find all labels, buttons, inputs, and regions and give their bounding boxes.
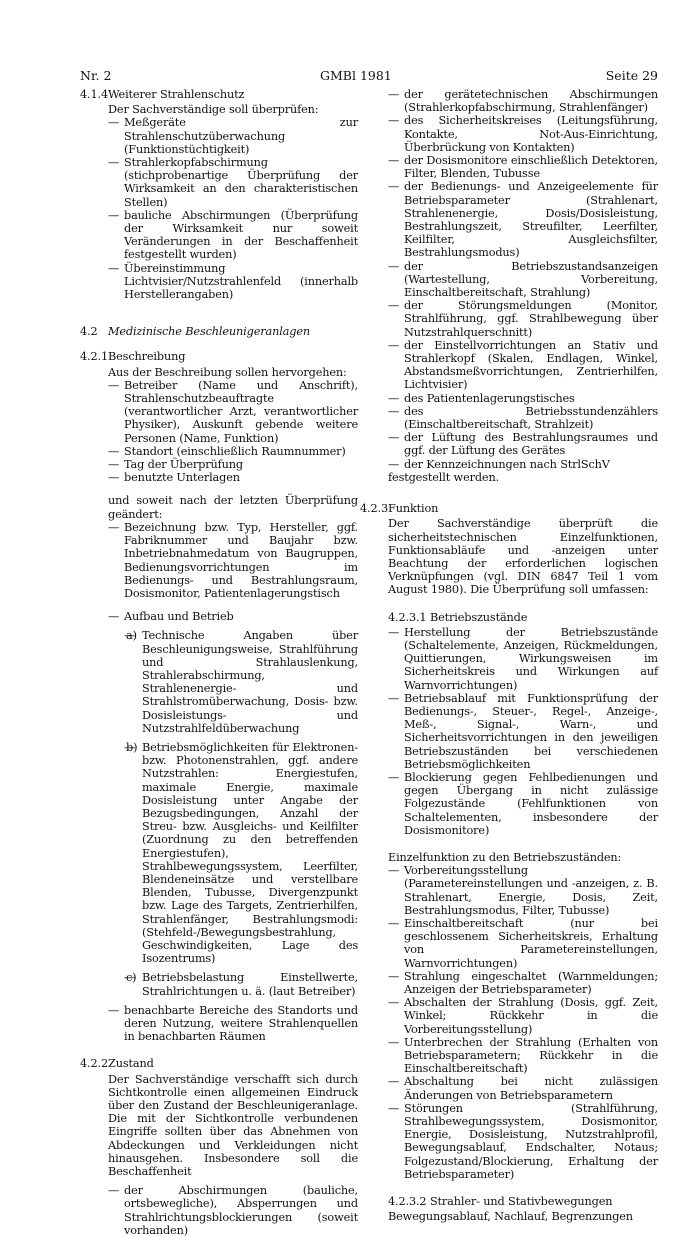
section-4-1-4 xyxy=(80,88,358,101)
item-text: Technische Angaben über Beschleunigungsweise, Strahlführung und Strahlauslenkung, Strahlerabschirmung, Strahlenenergie- und Strahlstromüberwachung, Dosis- bzw. Dosisleistungs- und Nutzstrahlfeldüberwachung xyxy=(142,629,358,735)
item-text: Betriebsbelastung Einstellwerte, Strahlrichtungen u. ä. (laut Betreiber) xyxy=(142,971,358,998)
body-text: Der Sachverständige überprüft die sicherheitstechnischen Einzelfunktionen, Funktionsabläufe und -anzeigen unter Beachtung der erforderlichen logischen Verknüpfungen (vgl. DIN 6847 Teil 1 vom August 1980). Die Überprüfung soll umfassen: xyxy=(388,517,658,597)
list-item xyxy=(108,610,358,998)
list-item: — der Lüftung des Bestrahlungsraumes und ggf. der Lüftung des Gerätes xyxy=(388,431,658,457)
list-item: — Blockierung gegen Fehlbedienungen und gegen Übergang in nicht zulässige Folgezustände (Fehlfunktionen von Schaltelementen, insbesondere der Dosismonitore) xyxy=(388,771,658,837)
list-item: — des Betriebsstundenzählers (Einschaltbereitschaft, Strahlzeit) xyxy=(388,405,658,431)
item-letter: — a) xyxy=(126,629,137,643)
after-text: und soweit nach der letzten Überprüfung geändert: xyxy=(108,494,358,521)
section-4-2-3-1 xyxy=(360,611,658,624)
condition-list xyxy=(108,1184,358,1237)
list-item: — der Dosismonitore einschließlich Detektoren, Filter, Blenden, Tubusse xyxy=(388,154,658,180)
right-column xyxy=(360,88,658,1223)
list-item: — Übereinstimmung Lichtvisier/Nutzstrahlenfeld (innerhalb Herstellerangaben) xyxy=(108,262,358,302)
section-number: 4.2.2 xyxy=(80,1057,108,1071)
section-4-2-3-1-body xyxy=(360,626,658,1181)
list-item: — Störungen (Strahlführung, Strahlbewegungssystem, Dosismonitor, Energie, Dosisleistung, Nutzstrahlprofil, Bewegungsablauf, Endschalter, Notaus; Folgezustand/Blockierung, Erhaltung der Betriebsparameter) xyxy=(388,1102,658,1181)
list-item: — Bezeichnung bzw. Typ, Hersteller, ggf. Fabriknummer und Baujahr bzw. Inbetriebnahmedatum von Baugruppen, Bedienungsvorrichtungen im Bedienungs- und Bestrahlungsraum, Dosismonitor, Patientenlagerungstisch xyxy=(108,521,358,600)
check-list xyxy=(108,116,358,301)
list-item: — Strahlerkopfabschirmung (stichprobenartige Überprüfung der Wirksamkeit an den charakteristischen Stellen) xyxy=(108,156,358,209)
list-item: — Abschaltung bei nicht zulässigen Änderungen von Betriebsparametern xyxy=(388,1075,658,1101)
section-title: Medizinische Beschleunigeranlagen xyxy=(108,325,310,339)
journal-title: GMBl 1981 xyxy=(320,68,392,83)
lettered-item xyxy=(124,629,358,735)
list-item: — benachbarte Bereiche des Standorts und deren Nutzung, weitere Strahlenquellen in benachbarten Räumen xyxy=(108,1004,358,1044)
list-item: — Standort (einschließlich Raumnummer) xyxy=(108,445,358,458)
state-list xyxy=(388,626,658,837)
list-item: — Betreiber (Name und Anschrift), Strahlenschutzbeauftragte (verantwortlicher Arzt, verantwortlicher Physiker), Auskunft gebende weitere Personen (Name, Funktion) xyxy=(108,379,358,445)
list-item: — Unterbrechen der Strahlung (Erhalten von Betriebsparametern; Rückkehr in die Einschaltbereitschaft) xyxy=(388,1036,658,1076)
lettered-list xyxy=(124,629,358,997)
list-item: — Meßgeräte zur Strahlenschutzüberwachung (Funktionstüchtigkeit) xyxy=(108,116,358,156)
list-item: — Tag der Überprüfung xyxy=(108,458,358,471)
condition-list-continued xyxy=(360,88,658,471)
section-title: Weiterer Strahlenschutz xyxy=(108,88,245,101)
lettered-item xyxy=(124,741,358,965)
list-item: — Betriebsablauf mit Funktionsprüfung der Bedienungs-, Steuer-, Regel-, Anzeige-, Meß-, Signal-, Warn-, und Sicherheitsvorrichtungen in den jeweiligen Betriebszuständen bei verschiedenen Betriebsmöglichkeiten xyxy=(388,692,658,771)
list-item: — des Sicherheitskreises (Leitungsführung, Kontakte, Not-Aus-Einrichtung, Überbrückung von Kontakten) xyxy=(388,114,658,154)
section-4-2-3-body xyxy=(360,517,658,596)
list-item: — der Einstellvorrichtungen an Stativ und Strahlerkopf (Skalen, Endlagen, Winkel, Abstandsmeßvorrichtungen, Zentrierhilfen, Lichtvisier) xyxy=(388,339,658,392)
list-item: — der Bedienungs- und Anzeigeelemente für Betriebsparameter (Strahlenart, Strahlenenergie, Dosis/Dosisleistung, Bestrahlungszeit, Streufilter, Leerfilter, Keilfilter, Ausgleichsfilter, Bestrahlungsmodus) xyxy=(388,180,658,259)
section-title: Zustand xyxy=(108,1057,154,1071)
section-title: Strahler- und Stativbewegungen xyxy=(429,1195,613,1209)
closing-text: festgestellt werden. xyxy=(388,470,500,484)
section-number: 4.2 xyxy=(80,325,98,339)
item-letter: — c) xyxy=(126,971,137,985)
list-item: — Einschaltbereitschaft (nur bei geschlossenem Sicherheitskreis, Erhaltung von Parametereinstellungen, Warnvorrichtungen) xyxy=(388,917,658,970)
aufbau-title: Aufbau und Betrieb xyxy=(124,610,234,624)
page-number-left: Nr. 2 xyxy=(80,68,112,83)
section-number: 4.2.3 xyxy=(360,502,388,516)
list-item: — der Abschirmungen (bauliche, ortsbewegliche), Absperrungen und Strahlrichtungsblockierungen (soweit vorhanden) xyxy=(108,1184,358,1237)
list-item: — des Patientenlagerungstisches xyxy=(388,392,658,405)
section-number: 4.1.4 xyxy=(80,88,108,101)
list-item: — der gerätetechnischen Abschirmungen (Strahlerkopfabschirmung, Strahlenfänger) xyxy=(388,88,658,114)
aufbau-list xyxy=(108,610,358,1043)
section-4-2-3-2 xyxy=(360,1195,658,1208)
section-4-2-3 xyxy=(360,502,658,515)
section-title: Funktion xyxy=(388,502,439,516)
body-text: Der Sachverständige verschafft sich durch Sichtkontrolle einen allgemeinen Eindruck über den Zustand der Beschleunigeranlage. Die mit der Sichtkontrolle verbundenen Eingriffe sollten über das Abnehmen von Abdeckungen und Verkleidungen nicht hinausgehen. Insbesondere soll die Beschaffenheit xyxy=(108,1072,358,1179)
section-4-2-1 xyxy=(80,350,358,363)
section-number: 4.2.3.2 xyxy=(388,1195,427,1209)
section-title: Betriebszustände xyxy=(429,610,528,624)
section-4-2-3-2-body: Bewegungsablauf, Nachlauf, Begrenzungen xyxy=(388,1210,633,1224)
item-letter: — b) xyxy=(126,740,138,754)
section-number: 4.2.3.1 xyxy=(388,610,427,624)
list-item: — Vorbereitungsstellung (Parametereinstellungen und -anzeigen, z. B. Strahlenart, Energie, Dosis, Zeit, Bestrahlungsmodus, Filter, Tubusse) xyxy=(388,864,658,917)
subsection-title: Einzelfunktion zu den Betriebszuständen: xyxy=(388,850,622,864)
list-item: — der Betriebszustandsanzeigen (Wartestellung, Vorbereitung, Einschaltbereitschaft, Strahlung) xyxy=(388,260,658,300)
item-text: Betriebsmöglichkeiten für Elektronen- bzw. Photonenstrahlen, ggf. andere Nutzstrahlen: Energiestufen, maximale Energie, maximale Dosisleistung unter Angabe der Bezugsbedingungen, Anzahl der Streu- bzw. Ausgleichs- und Keilfilter (Zuordnung zu den betreffenden Energiestufen), Strahlbewegungssystem, Leerfilter, Blendeneinsätze und verstellbare Blenden, Tubusse, Divergenzpunkt bzw. Lage des Targets, Zentrierhilfen, Strahlenfänger, Bestrahlungsmodi: (Stehfeld-/Bewegungsbestrahlung, Geschwindigkeiten, Lage des Isozentrums) xyxy=(142,740,358,966)
list-item: — benutzte Unterlagen xyxy=(108,471,358,484)
section-4-2 xyxy=(80,325,358,338)
section-4-2-2-body xyxy=(80,1073,358,1237)
list-item: — der Kennzeichnungen nach StrlSchV xyxy=(388,458,658,471)
list-item: — Strahlung eingeschaltet (Warnmeldungen; Anzeigen der Betriebsparameter) xyxy=(388,970,658,996)
section-4-2-2 xyxy=(80,1057,358,1070)
function-list xyxy=(388,864,658,1181)
intro-text: Aus der Beschreibung sollen hervorgehen: xyxy=(108,365,347,379)
changed-list xyxy=(108,521,358,600)
section-number: 4.2.1 xyxy=(80,350,108,364)
list-item: — Abschalten der Strahlung (Dosis, ggf. Zeit, Winkel; Rückkehr in die Vorbereitungsstellung) xyxy=(388,996,658,1036)
intro-text: Der Sachverständige soll überprüfen: xyxy=(108,103,319,117)
section-4-2-1-body xyxy=(80,366,358,1044)
page-number-right: Seite 29 xyxy=(605,68,658,83)
left-column xyxy=(80,88,358,1237)
lettered-item xyxy=(124,971,358,997)
section-title: Beschreibung xyxy=(108,350,186,364)
description-list xyxy=(108,379,358,485)
list-item: — bauliche Abschirmungen (Überprüfung der Wirksamkeit nur soweit Veränderungen in der Beschaffenheit festgestellt wurden) xyxy=(108,209,358,262)
list-item: — Herstellung der Betriebszustände (Schaltelemente, Anzeigen, Rückmeldungen, Quittierungen, Wirkungsweisen im Sicherheitskreis und Wirkungen auf Warnvorrichtungen) xyxy=(388,626,658,692)
list-item: — der Störungsmeldungen (Monitor, Strahlführung, ggf. Strahlbewegung über Nutzstrahlquerschnitt) xyxy=(388,299,658,339)
section-4-1-4-body xyxy=(80,103,358,301)
